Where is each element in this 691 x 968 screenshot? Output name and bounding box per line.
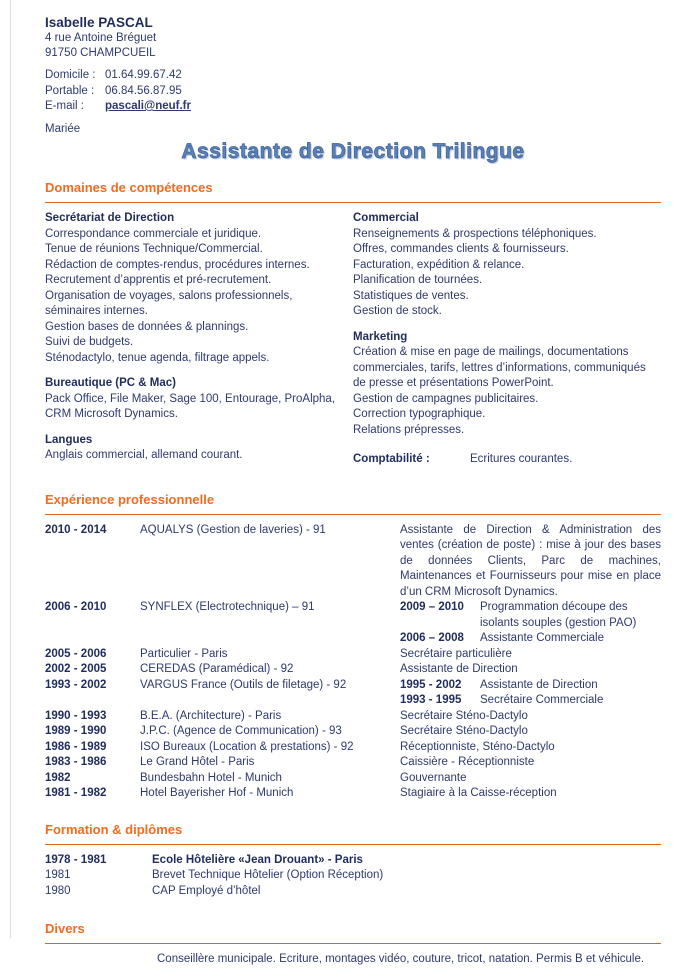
- subrole-years: 1995 - 2002: [400, 678, 462, 691]
- competence-group-title: Langues: [45, 433, 93, 446]
- accounting-row: [353, 452, 661, 468]
- address-line-1: 4 rue Antoine Bréguet: [45, 32, 157, 44]
- experience-years: 1986 - 1989: [45, 740, 107, 753]
- contact-row: [45, 99, 661, 115]
- competences-heading: Domaines de compétences: [45, 180, 213, 195]
- experience-subrole: [400, 600, 661, 631]
- experience-company: CEREDAS (Paramédical) - 92: [140, 663, 294, 675]
- experience-table: [45, 523, 661, 802]
- formation-row: [45, 853, 661, 869]
- experience-row: [45, 600, 661, 647]
- formation-text: Brevet Technique Hôtelier (Option Réception): [152, 869, 384, 881]
- experience-row: [45, 755, 661, 771]
- formation-rule: [45, 844, 661, 845]
- subrole-text: Assistante de Direction: [480, 678, 598, 691]
- formation-year: 1981: [45, 869, 71, 881]
- address-line-2: 91750 CHAMPCUEIL: [45, 47, 156, 59]
- experience-years: 1982: [45, 771, 71, 784]
- contact-value: 01.64.99.67.42: [105, 69, 182, 81]
- formation-text: Ecole Hôtelière «Jean Drouant» - Paris: [152, 853, 363, 866]
- contact-label: E-mail :: [45, 100, 84, 112]
- competence-group: [45, 376, 343, 423]
- formation-row: [45, 868, 661, 884]
- experience-company: B.E.A. (Architecture) - Paris: [140, 709, 282, 722]
- experience-row: [45, 724, 661, 740]
- competence-line: Planification de tournées.: [353, 274, 483, 286]
- competence-line: Sténodactylo, tenue agenda, filtrage appels.: [45, 351, 270, 364]
- competence-line: Gestion bases de données & plannings.: [45, 320, 249, 333]
- experience-role: Réceptionniste, Sténo-Dactylo: [400, 740, 555, 753]
- competences-columns: [45, 211, 661, 474]
- experience-role: [400, 600, 661, 647]
- experience-role: Secrétaire particulière: [400, 647, 512, 660]
- experience-row: [45, 523, 661, 601]
- divers-text: Conseillère municipale. Ecriture, montages vidéo, couture, tricot, natation. Permis B et véhicule.: [157, 953, 645, 965]
- experience-role: Secrétaire Sténo-Dactylo: [400, 709, 528, 722]
- formation-heading: Formation & diplômes: [45, 821, 183, 837]
- experience-company: Bundesbahn Hotel - Munich: [140, 771, 282, 784]
- competence-line: Anglais commercial, allemand courant.: [45, 449, 243, 461]
- experience-company: Hotel Bayerisher Hof - Munich: [140, 787, 294, 799]
- experience-years: 1981 - 1982: [45, 787, 107, 799]
- competence-line: Correspondance commerciale et juridique.: [45, 227, 262, 240]
- formation-text: CAP Employé d’hôtel: [152, 884, 261, 897]
- contact-label: Portable :: [45, 84, 95, 97]
- competence-line: Rédaction de comptes-rendus, procédures internes.: [45, 258, 310, 271]
- subrole-text: Secrétaire Commerciale: [480, 694, 604, 706]
- experience-years: 1983 - 1986: [45, 756, 107, 768]
- contact-label: Domicile :: [45, 69, 96, 81]
- experience-role: Stagiaire à la Caisse-réception: [400, 787, 557, 799]
- competence-line: Offres, commandes clients & fournisseurs.: [353, 243, 569, 255]
- competence-line: Organisation de voyages, salons professionnels, séminaires internes.: [45, 289, 293, 317]
- experience-role: Assistante de Direction & Administration des ventes (création de poste) : mise à jour des bases de données Clients, Parc de machines, Maintenances et Fournisseurs pour mise en place d’un CRM Microsoft Dynamics.: [400, 523, 661, 598]
- section-experience: [45, 492, 661, 802]
- person-name: Isabelle PASCAL: [45, 15, 153, 30]
- competence-line: Correction typographique.: [353, 408, 486, 420]
- experience-subrole: [400, 631, 661, 647]
- experience-row: [45, 662, 661, 678]
- experience-company: VARGUS France (Outils de filetage) - 92: [140, 678, 347, 691]
- subrole-years: 2009 – 2010: [400, 601, 464, 613]
- experience-years: 2010 - 2014: [45, 523, 107, 536]
- contact-row: [45, 84, 661, 100]
- divers-rule: [45, 943, 661, 944]
- competence-group: [353, 211, 661, 320]
- experience-company: SYNFLEX (Electrotechnique) – 91: [140, 601, 315, 613]
- competence-group-title: Bureautique (PC & Mac): [45, 377, 176, 389]
- formation-table: [45, 853, 661, 900]
- competence-line: Suivi de budgets.: [45, 336, 134, 348]
- divers-heading: Divers: [45, 921, 85, 936]
- competence-group: [45, 433, 343, 464]
- contact-list: [45, 68, 661, 115]
- competence-line: Renseignements & prospections téléphoniques.: [353, 227, 597, 240]
- contact-value: 06.84.56.87.95: [105, 84, 182, 97]
- competence-line: Gestion de stock.: [353, 305, 442, 317]
- formation-year: 1978 - 1981: [45, 853, 107, 866]
- experience-company: ISO Bureaux (Location & prestations) - 92: [140, 740, 354, 753]
- accounting-value: Ecritures courantes.: [470, 453, 573, 465]
- experience-years: 1990 - 1993: [45, 709, 107, 722]
- experience-company: Le Grand Hôtel - Paris: [140, 756, 255, 768]
- subrole-text: Assistante Commerciale: [480, 632, 604, 644]
- competence-line: Gestion de campagnes publicitaires.: [353, 392, 539, 405]
- email-link[interactable]: pascali@neuf.fr: [105, 100, 191, 112]
- section-divers: [45, 921, 661, 968]
- competence-line: Facturation, expédition & relance.: [353, 258, 525, 271]
- formation-year: 1980: [45, 884, 71, 897]
- competence-line: Pack Office, File Maker, Sage 100, Entourage, ProAlpha, CRM Microsoft Dynamics.: [45, 392, 336, 420]
- competence-line: Relations prépresses.: [353, 423, 465, 436]
- formation-row: [45, 884, 661, 900]
- experience-role: [400, 678, 661, 709]
- competence-group-title: Secrétariat de Direction: [45, 212, 175, 224]
- experience-years: 2005 - 2006: [45, 647, 107, 660]
- competences-rule: [45, 202, 661, 203]
- subrole-text: Programmation découpe des isolants souples (gestion PAO): [480, 601, 637, 629]
- experience-row: [45, 771, 661, 787]
- experience-role: Secrétaire Sténo-Dactylo: [400, 725, 528, 737]
- competence-line: Tenue de réunions Technique/Commercial.: [45, 243, 263, 255]
- headline-title: Assistante de Direction Trilingue: [181, 140, 525, 163]
- experience-row: [45, 786, 661, 802]
- marital-status: Mariée: [45, 122, 81, 135]
- experience-subrole: [400, 693, 661, 709]
- subrole-years: 1993 - 1995: [400, 694, 462, 706]
- competence-line: Statistiques de ventes.: [353, 289, 469, 302]
- competence-group: [45, 211, 343, 366]
- page-edge-divider: [10, 0, 11, 938]
- competence-line: Recrutement d’apprentis et pré-recrutement.: [45, 274, 272, 286]
- experience-role: Gouvernante: [400, 771, 467, 784]
- competences-left-column: [45, 211, 343, 474]
- experience-years: 1993 - 2002: [45, 678, 107, 691]
- contact-row: [45, 68, 661, 84]
- competence-line: Création & mise en page de mailings, documentations commerciales, tarifs, lettres d’informations, communiqués de presse et présentations PowerPoint.: [353, 346, 646, 389]
- experience-role: Assistante de Direction: [400, 663, 518, 675]
- experience-row: [45, 647, 661, 663]
- section-competences: [45, 180, 661, 474]
- experience-years: 1989 - 1990: [45, 725, 107, 737]
- experience-role: Caissière - Réceptionniste: [400, 756, 535, 768]
- experience-years: 2006 - 2010: [45, 601, 107, 613]
- experience-company: J.P.C. (Agence de Communication) - 93: [140, 725, 342, 737]
- accounting-label: Comptabilité :: [353, 453, 430, 465]
- subrole-years: 2006 – 2008: [400, 632, 464, 644]
- competence-group-title: Commercial: [353, 212, 419, 224]
- experience-row: [45, 740, 661, 756]
- competence-group: [353, 330, 661, 439]
- experience-heading: Expérience professionnelle: [45, 491, 215, 507]
- section-formation: [45, 822, 661, 900]
- experience-row: [45, 678, 661, 709]
- competences-right-column: [353, 211, 661, 474]
- experience-years: 2002 - 2005: [45, 663, 107, 675]
- experience-rule: [45, 514, 661, 515]
- cv-content: [45, 14, 661, 968]
- experience-row: [45, 709, 661, 725]
- competence-group-title: Marketing: [353, 330, 408, 343]
- experience-company: AQUALYS (Gestion de laveries) - 91: [140, 523, 326, 536]
- experience-company: Particulier - Paris: [140, 647, 228, 660]
- experience-subrole: [400, 678, 661, 694]
